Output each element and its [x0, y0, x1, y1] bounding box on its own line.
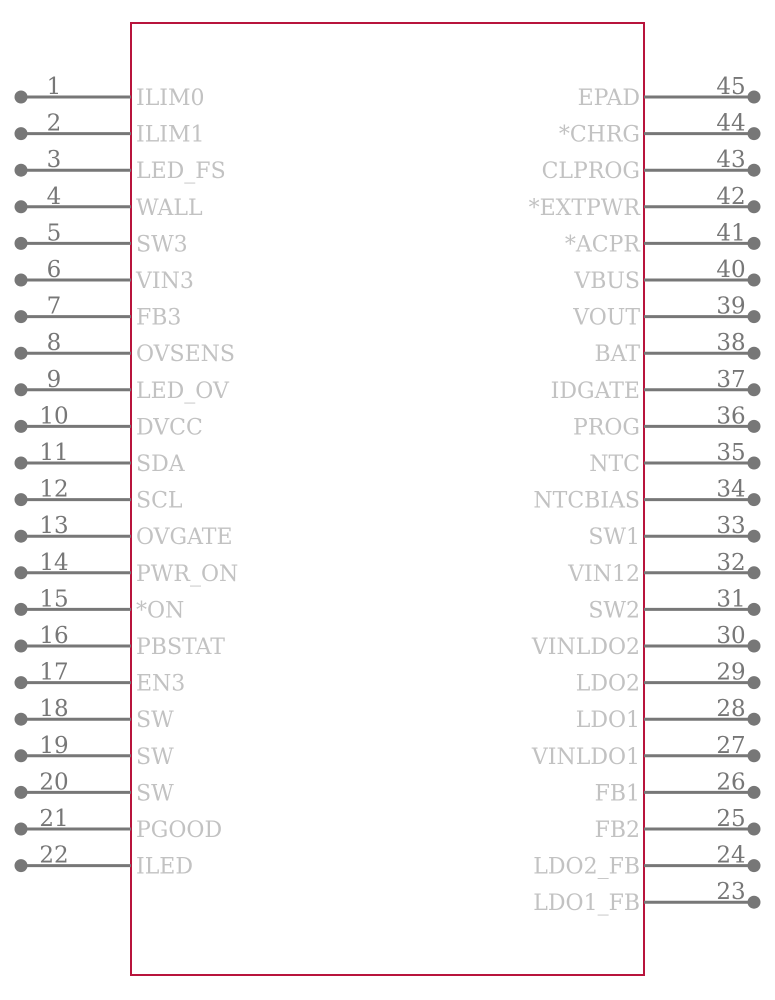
pin-name-label: EN3 [136, 671, 186, 697]
pin-end-dot [15, 237, 28, 250]
pin-name-label: PWR_ON [136, 561, 239, 587]
pin-number-label: 28 [716, 696, 746, 723]
pin-name-label: ILED [136, 854, 193, 880]
pin-end-dot [15, 786, 28, 799]
pin-end-dot [748, 200, 761, 213]
pin-name-label: CLPROG [541, 159, 640, 185]
pin-end-dot [15, 823, 28, 836]
pin-name-label: VINLDO1 [531, 744, 640, 770]
pin-name-label: SW [136, 744, 174, 770]
pin-name-label: OVSENS [136, 342, 235, 368]
pin-name-label: VOUT [573, 305, 640, 331]
pin-number-label: 21 [39, 806, 69, 832]
pin-number-label: 42 [716, 183, 746, 210]
pin-end-dot [748, 493, 761, 506]
pin-name-label: IDGATE [550, 378, 640, 404]
pin-number-label: 8 [46, 330, 62, 357]
pin-end-dot [748, 457, 761, 470]
pin-number-label: 32 [716, 549, 746, 576]
pin-end-dot [748, 127, 761, 140]
pin-end-dot [15, 530, 28, 543]
pin-name-label: VBUS [574, 269, 640, 294]
pin-number-label: 16 [39, 623, 69, 649]
pin-name-label: WALL [136, 195, 203, 221]
pin-end-dot [15, 457, 28, 470]
pin-name-label: *CHRG [558, 122, 640, 148]
pin-number-label: 19 [39, 732, 69, 759]
pin-end-dot [748, 347, 761, 360]
pin-end-dot [15, 420, 28, 433]
pin-number-label: 33 [716, 513, 746, 540]
pin-end-dot [748, 896, 761, 909]
pin-name-label: LED_FS [136, 159, 226, 185]
pin-number-label: 35 [716, 440, 746, 466]
pin-number-label: 15 [39, 586, 69, 613]
pin-number-label: 26 [716, 769, 746, 796]
pin-number-label: 7 [46, 293, 62, 320]
pin-end-dot [748, 530, 761, 543]
pin-name-label: SDA [136, 452, 185, 477]
pin-name-label: ILIM1 [136, 122, 205, 148]
pin-number-label: 38 [716, 330, 746, 357]
pin-end-dot [748, 713, 761, 726]
pin-number-label: 1 [46, 74, 62, 100]
pin-end-dot [15, 164, 28, 177]
pin-name-label: NTCBIAS [533, 488, 640, 514]
pin-name-label: PGOOD [136, 818, 223, 843]
pin-number-label: 14 [39, 549, 69, 576]
pin-end-dot [15, 640, 28, 653]
pin-end-dot [15, 566, 28, 579]
pin-number-label: 27 [716, 732, 746, 759]
pin-number-label: 37 [716, 366, 746, 393]
pin-end-dot [748, 603, 761, 616]
pin-number-label: 24 [716, 842, 746, 869]
pin-end-dot [748, 676, 761, 689]
pin-end-dot [748, 164, 761, 177]
pin-name-label: FB2 [594, 818, 640, 843]
pin-end-dot [15, 383, 28, 396]
pin-name-label: SW [136, 781, 174, 807]
pin-end-dot [748, 237, 761, 250]
pin-end-dot [15, 347, 28, 360]
pin-end-dot [15, 749, 28, 762]
pin-name-label: VIN3 [136, 269, 194, 294]
pin-number-label: 39 [716, 293, 746, 320]
pin-end-dot [15, 713, 28, 726]
pin-number-label: 4 [46, 183, 62, 210]
pin-name-label: ILIM0 [136, 86, 205, 111]
pin-number-label: 34 [716, 476, 746, 503]
pin-end-dot [748, 859, 761, 872]
pin-number-label: 29 [716, 659, 746, 686]
pin-name-label: SW1 [588, 525, 640, 551]
pin-end-dot [748, 823, 761, 836]
pin-number-label: 17 [39, 659, 69, 686]
pin-name-label: PROG [573, 415, 640, 441]
pin-name-label: SW2 [588, 598, 640, 624]
pin-name-label: *ACPR [564, 232, 640, 258]
pin-end-dot [15, 493, 28, 506]
pin-number-label: 20 [39, 769, 69, 796]
pin-number-label: 30 [716, 623, 746, 649]
pin-number-label: 12 [39, 476, 69, 503]
pin-end-dot [748, 786, 761, 799]
pin-end-dot [748, 420, 761, 433]
pin-number-label: 6 [46, 257, 62, 283]
pin-number-label: 9 [46, 366, 62, 393]
pin-end-dot [748, 91, 761, 104]
pin-number-label: 31 [716, 586, 746, 613]
pin-number-label: 44 [716, 110, 746, 137]
pin-name-label: EPAD [577, 86, 640, 111]
pin-number-label: 41 [716, 220, 746, 247]
pin-number-label: 22 [39, 842, 69, 869]
pin-name-label: LDO1 [575, 708, 640, 734]
pin-number-label: 36 [716, 403, 746, 430]
pin-number-label: 5 [46, 220, 62, 247]
pin-name-label: SW3 [136, 232, 188, 258]
pin-name-label: FB3 [136, 305, 182, 331]
pin-name-label: LDO1_FB [533, 891, 640, 917]
pin-end-dot [748, 640, 761, 653]
pin-end-dot [15, 310, 28, 323]
pin-name-label: BAT [594, 342, 640, 368]
pin-number-label: 11 [39, 440, 69, 466]
pin-end-dot [748, 749, 761, 762]
pin-name-label: LED_OV [136, 378, 229, 404]
pin-end-dot [748, 383, 761, 396]
pin-number-label: 23 [716, 879, 746, 906]
pin-name-label: VIN12 [568, 561, 640, 587]
pin-number-label: 3 [46, 147, 62, 174]
pin-name-label: OVGATE [136, 525, 233, 551]
pin-number-label: 10 [39, 403, 69, 430]
pin-name-label: NTC [589, 452, 640, 477]
pin-end-dot [15, 603, 28, 616]
pin-end-dot [15, 859, 28, 872]
pin-name-label: DVCC [136, 415, 203, 441]
pin-end-dot [15, 676, 28, 689]
pin-number-label: 45 [716, 74, 746, 100]
pin-end-dot [15, 274, 28, 287]
pin-end-dot [15, 200, 28, 213]
pin-name-label: LDO2_FB [533, 854, 640, 880]
pin-end-dot [748, 566, 761, 579]
pin-number-label: 25 [716, 806, 746, 832]
pin-number-label: 40 [716, 257, 746, 283]
pin-number-label: 13 [39, 513, 69, 540]
pin-number-label: 43 [716, 147, 746, 174]
pin-end-dot [15, 127, 28, 140]
pin-name-label: *EXTPWR [528, 195, 640, 221]
pin-end-dot [748, 274, 761, 287]
pin-name-label: SCL [136, 488, 183, 514]
pin-end-dot [748, 310, 761, 323]
pin-number-label: 18 [39, 696, 69, 723]
pin-name-label: LDO2 [575, 671, 640, 697]
pin-name-label: PBSTAT [136, 635, 225, 660]
pin-name-label: VINLDO2 [531, 635, 640, 660]
pin-name-label: *ON [136, 598, 185, 624]
pin-end-dot [15, 91, 28, 104]
pin-name-label: SW [136, 708, 174, 734]
pin-name-label: FB1 [594, 781, 640, 807]
pin-number-label: 2 [46, 110, 62, 137]
